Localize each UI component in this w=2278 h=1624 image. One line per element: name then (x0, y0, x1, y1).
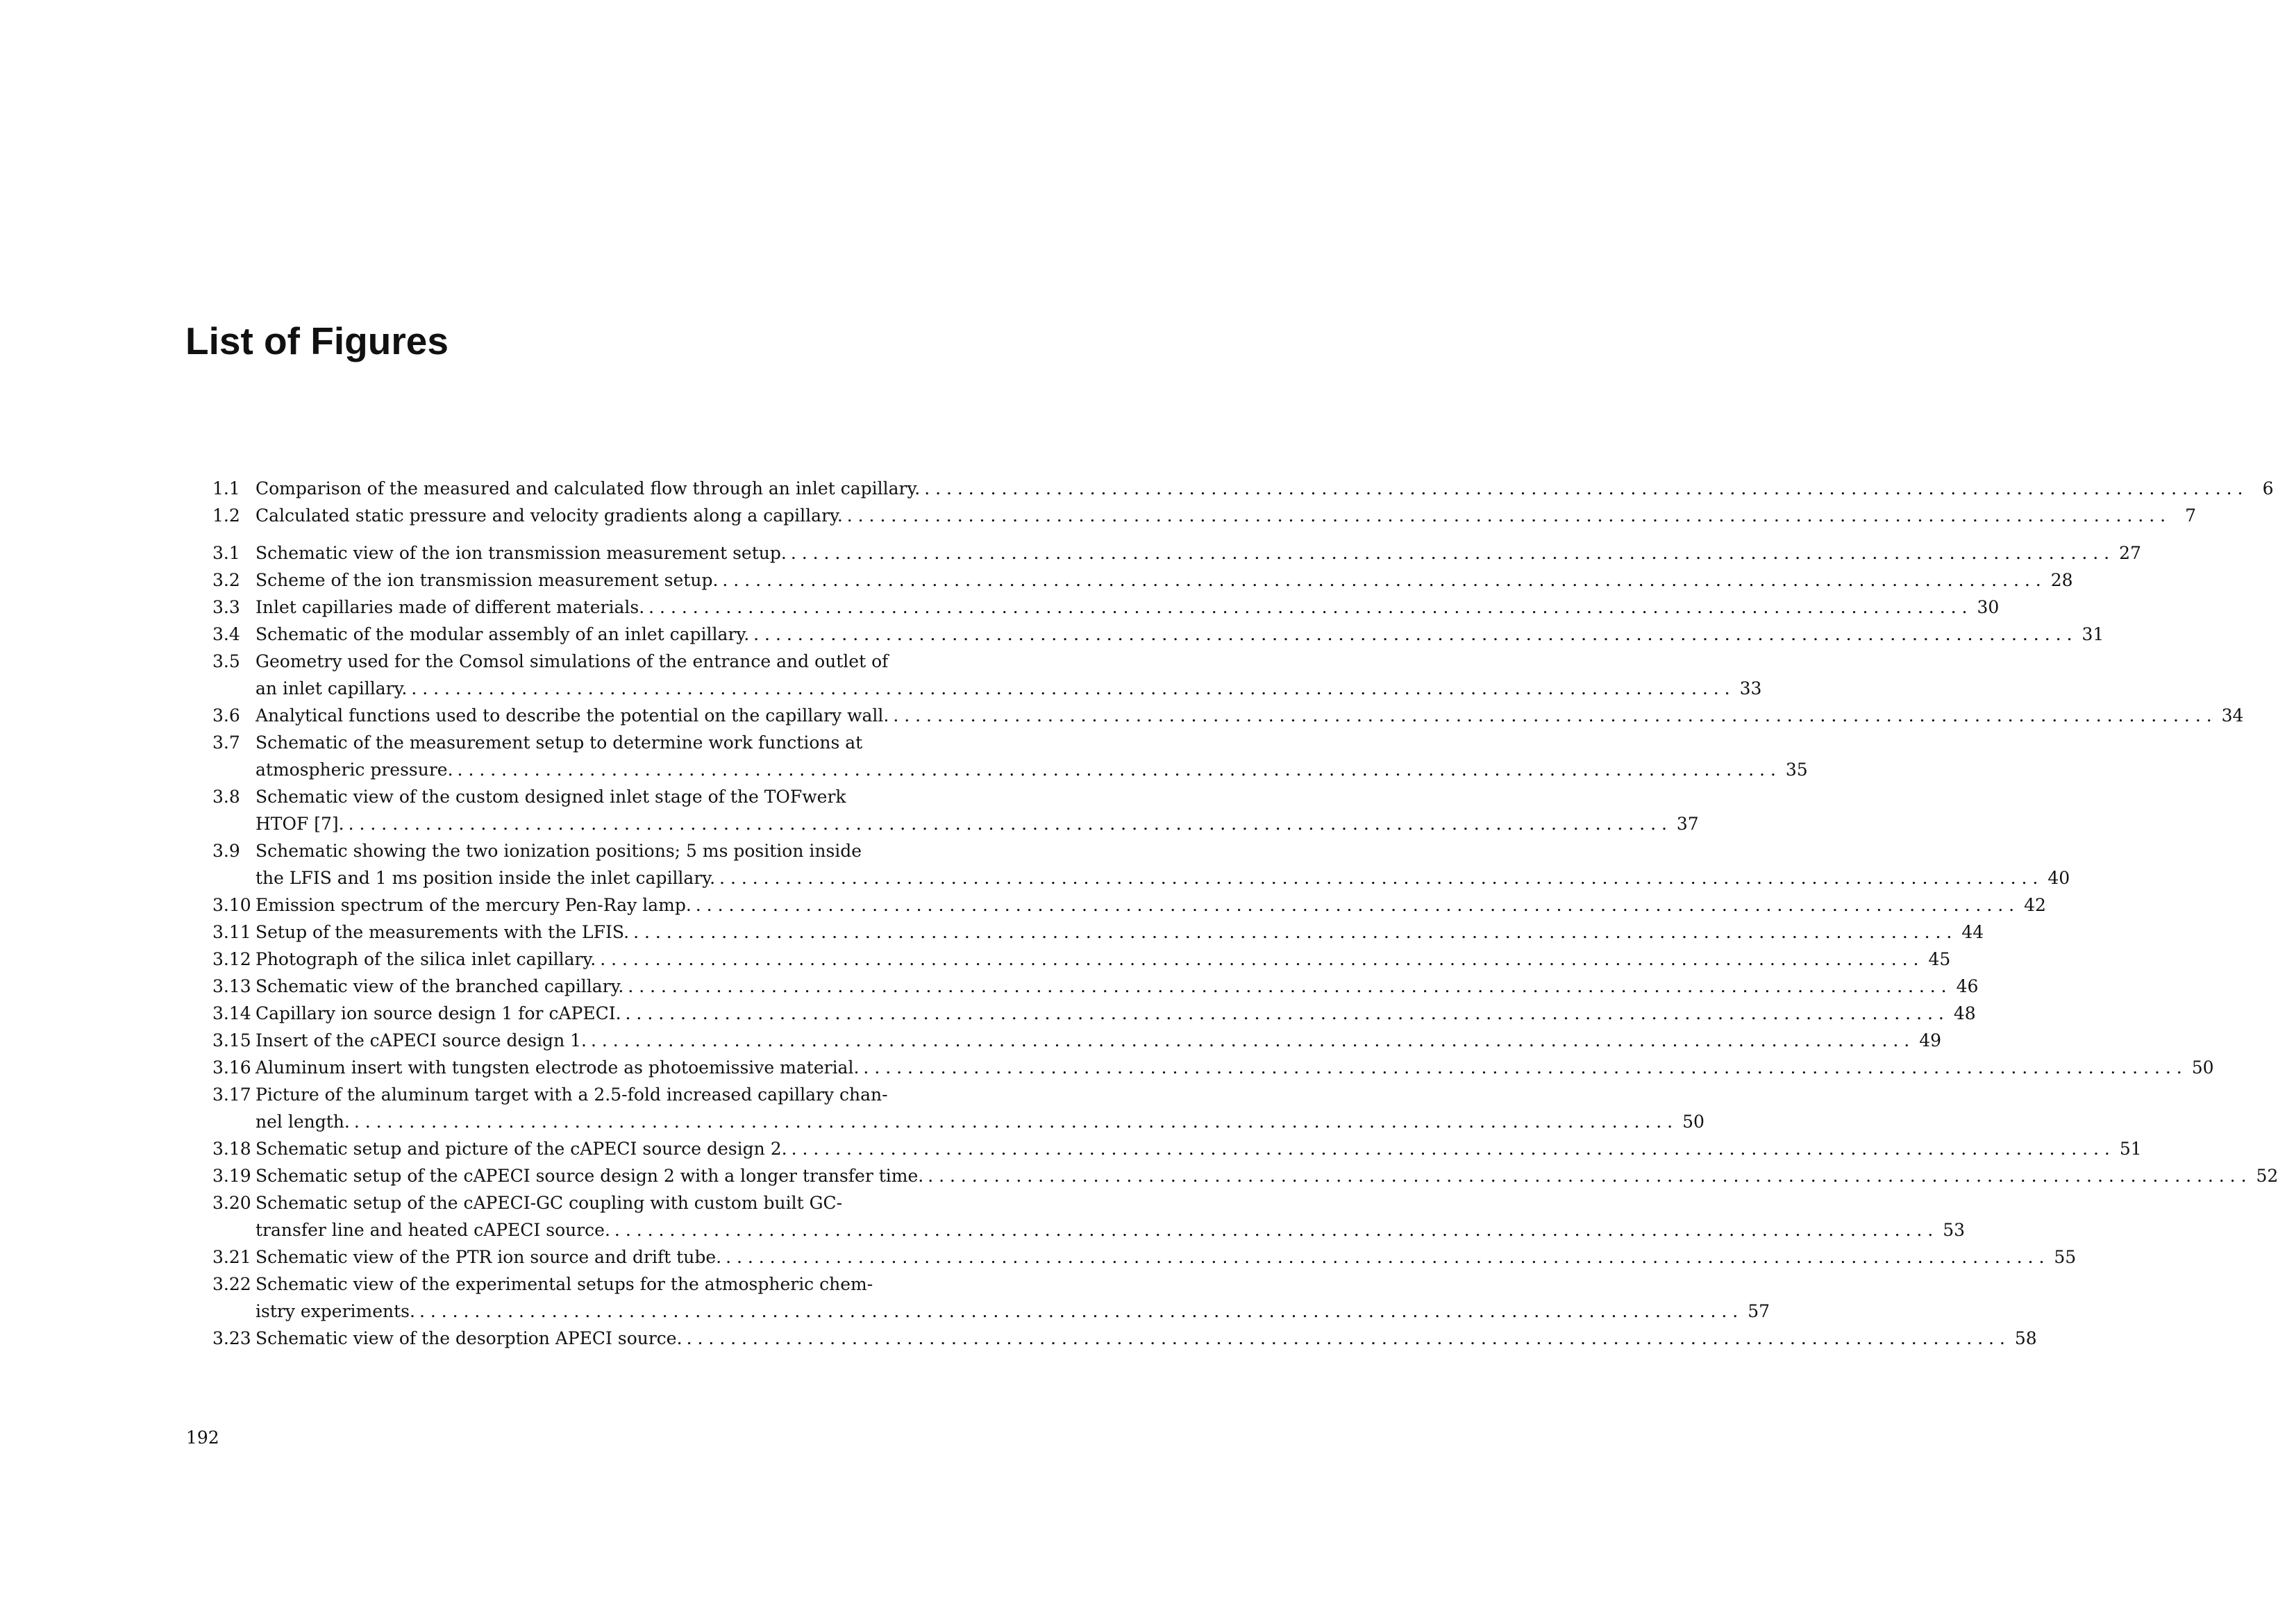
figure-page-number: 34 (2221, 705, 2244, 726)
figure-entry[interactable] (208, 837, 2070, 891)
figure-group (208, 475, 2274, 529)
figure-page-number: 6 (2262, 478, 2274, 499)
figure-number: 3.14 (212, 1003, 251, 1023)
dot-leader: . . . . . . . . . . . . . . . . . . . . . . . . . . . . . . . . . . . . . . . . . . . . . . . . . . . . . . . . . . . . . . . . . . . . . . . . . . . . . . . . . . . . . . . . . . . . . . . . . . . . . . . . . . . . . . . . . . . . . . . . (863, 1057, 2182, 1078)
figure-number: 1.1 (212, 478, 240, 499)
dot-leader: . . . . . . . . . . . . . . . . . . . . . . . . . . . . . . . . . . . . . . . . . . . . . . . . . . . . . . . . . . . . . . . . . . . . . . . . . . . . . . . . . . . . . . . . . . . . . . . . . . . . . . . . . . . . . . . . . . . . . . . . (600, 949, 1919, 969)
figure-entry[interactable] (208, 729, 1808, 783)
figure-caption-line: Analytical functions used to describe the potential on the capillary wall. (256, 705, 889, 726)
figure-caption-line: nel length. (256, 1112, 350, 1132)
figure-number: 3.17 (212, 1085, 251, 1105)
figure-caption-line: Schematic setup of the cAPECI source design 2 with a longer transfer time. (256, 1166, 924, 1186)
figure-entry[interactable] (208, 702, 2244, 729)
figure-caption-line: Schematic view of the branched capillary. (256, 976, 624, 996)
dot-leader: . . . . . . . . . . . . . . . . . . . . . . . . . . . . . . . . . . . . . . . . . . . . . . . . . . . . . . . . . . . . . . . . . . . . . . . . . . . . . . . . . . . . . . . . . . . . . . . . . . . . . . . . . . . . . . . . . . . . . . . . (791, 1139, 2110, 1159)
figure-page-number: 30 (1977, 597, 2000, 617)
dot-leader: . . . . . . . . . . . . . . . . . . . . . . . . . . . . . . . . . . . . . . . . . . . . . . . . . . . . . . . . . . . . . . . . . . . . . . . . . . . . . . . . . . . . . . . . . . . . . . . . . . . . . . . . . . . . . . . . . . . . . . . . (686, 1328, 2005, 1348)
figure-number: 3.22 (212, 1274, 251, 1294)
figure-entry[interactable] (208, 946, 1951, 973)
figure-page-number: 58 (2014, 1328, 2037, 1348)
figure-page-number: 44 (1961, 922, 1984, 942)
dot-leader: . . . . . . . . . . . . . . . . . . . . . . . . . . . . . . . . . . . . . . . . . . . . . . . . . . . . . . . . . . . . . . . . . . . . . . . . . . . . . . . . . . . . . . . . . . . . . . . . . . . . . . . . . . . . . . . . . . . . . . . . (625, 1003, 1944, 1023)
figure-caption-line: Schematic view of the desorption APECI source. (256, 1328, 682, 1348)
dot-leader: . . . . . . . . . . . . . . . . . . . . . . . . . . . . . . . . . . . . . . . . . . . . . . . . . . . . . . . . . . . . . . . . . . . . . . . . . . . . . . . . . . . . . . . . . . . . . . . . . . . . . . . . . . . . . . . . . . . . . . . . (614, 1220, 1934, 1240)
dot-leader: . . . . . . . . . . . . . . . . . . . . . . . . . . . . . . . . . . . . . . . . . . . . . . . . . . . . . . . . . . . . . . . . . . . . . . . . . . . . . . . . . . . . . . . . . . . . . . . . . . . . . . . . . . . . . . . . . . . . . . . . (353, 1112, 1673, 1132)
figure-page-number: 53 (1943, 1220, 1966, 1240)
figure-number: 3.9 (212, 841, 240, 861)
figure-number: 3.12 (212, 949, 251, 969)
figure-page-number: 28 (2050, 570, 2073, 590)
figure-caption-line: Geometry used for the Comsol simulations of the entrance and outlet of (256, 651, 889, 671)
dot-leader: . . . . . . . . . . . . . . . . . . . . . . . . . . . . . . . . . . . . . . . . . . . . . . . . . . . . . . . . . . . . . . . . . . . . . . . . . . . . . . . . . . . . . . . . . . . . . . . . . . . . . . . . . . . . . . . . . . . . . . . . (695, 895, 2015, 915)
figure-caption-line: Picture of the aluminum target with a 2.5-fold increased capillary chan- (256, 1085, 888, 1105)
figure-caption-line: Emission spectrum of the mercury Pen-Ray lamp. (256, 895, 692, 915)
figure-caption-line: Scheme of the ion transmission measurement setup. (256, 570, 719, 590)
figure-page-number: 27 (2119, 543, 2141, 563)
figure-number: 3.6 (212, 705, 240, 726)
figure-caption-line: HTOF [7]. (256, 814, 344, 834)
figure-caption-line: Aluminum insert with tungsten electrode as photoemissive material. (256, 1057, 860, 1078)
figure-page-number: 50 (2191, 1057, 2214, 1078)
figure-page-number: 57 (1748, 1301, 1770, 1321)
figure-page-number: 51 (2119, 1139, 2142, 1159)
dot-leader: . . . . . . . . . . . . . . . . . . . . . . . . . . . . . . . . . . . . . . . . . . . . . . . . . . . . . . . . . . . . . . . . . . . . . . . . . . . . . . . . . . . . . . . . . . . . . . . . . . . . . . . . . . . . . . . . . . . . . . . . (719, 868, 2038, 888)
figure-number: 3.8 (212, 787, 240, 807)
figure-entry[interactable] (208, 783, 1699, 837)
figure-caption-line: Schematic view of the PTR ion source and drift tube. (256, 1247, 722, 1267)
figure-number: 1.2 (212, 505, 240, 526)
figure-page-number: 40 (2047, 868, 2070, 888)
figure-entry[interactable] (208, 1244, 2077, 1271)
figure-entry[interactable] (208, 502, 2197, 529)
figure-page-number: 42 (2024, 895, 2046, 915)
dot-leader: . . . . . . . . . . . . . . . . . . . . . . . . . . . . . . . . . . . . . . . . . . . . . . . . . . . . . . . . . . . . . . . . . . . . . . . . . . . . . . . . . . . . . . . . . . . . . . . . . . . . . . . . . . . . . . . . . . . . . . . . (648, 597, 1968, 617)
dot-leader: . . . . . . . . . . . . . . . . . . . . . . . . . . . . . . . . . . . . . . . . . . . . . . . . . . . . . . . . . . . . . . . . . . . . . . . . . . . . . . . . . . . . . . . . . . . . . . . . . . . . . . . . . . . . . . . . . . . . . . . . (419, 1301, 1739, 1321)
figure-caption-line: an inlet capillary. (256, 678, 408, 698)
figure-caption-line: Capillary ion source design 1 for cAPECI. (256, 1003, 621, 1023)
figure-caption-line: Photograph of the silica inlet capillary. (256, 949, 596, 969)
figure-caption-line: Schematic view of the experimental setups for the atmospheric chem- (256, 1274, 873, 1294)
figure-caption-line: Schematic setup and picture of the cAPECI source design 2. (256, 1139, 787, 1159)
figure-number: 3.1 (212, 543, 240, 563)
figure-page-number: 46 (1956, 976, 1979, 996)
figure-number: 3.23 (212, 1328, 251, 1348)
figure-caption-line: Setup of the measurements with the LFIS. (256, 922, 630, 942)
figure-entry[interactable] (208, 1135, 2142, 1162)
figure-entry[interactable] (208, 567, 2073, 594)
figure-number: 3.16 (212, 1057, 251, 1078)
figure-entry[interactable] (208, 648, 1762, 702)
figure-entry[interactable] (208, 475, 2274, 502)
figure-entry[interactable] (208, 1027, 1942, 1054)
figure-entry[interactable] (208, 1189, 1966, 1244)
figure-page-number: 49 (1919, 1030, 1942, 1050)
figure-entry[interactable] (208, 539, 2141, 567)
figure-caption-line: atmospheric pressure. (256, 760, 453, 780)
figure-number: 3.4 (212, 624, 240, 644)
dot-leader: . . . . . . . . . . . . . . . . . . . . . . . . . . . . . . . . . . . . . . . . . . . . . . . . . . . . . . . . . . . . . . . . . . . . . . . . . . . . . . . . . . . . . . . . . . . . . . . . . . . . . . . . . . . . . . . . . . . . . . . . (628, 976, 1947, 996)
figure-number: 3.5 (212, 651, 240, 671)
dot-leader: . . . . . . . . . . . . . . . . . . . . . . . . . . . . . . . . . . . . . . . . . . . . . . . . . . . . . . . . . . . . . . . . . . . . . . . . . . . . . . . . . . . . . . . . . . . . . . . . . . . . . . . . . . . . . . . . . . . . . . . . (893, 705, 2212, 726)
figure-caption-line: Schematic view of the custom designed inlet stage of the TOFwerk (256, 787, 846, 807)
dot-leader: . . . . . . . . . . . . . . . . . . . . . . . . . . . . . . . . . . . . . . . . . . . . . . . . . . . . . . . . . . . . . . . . . . . . . . . . . . . . . . . . . . . . . . . . . . . . . . . . . . . . . . . . . . . . . . . . . . . . . . . . (411, 678, 1730, 698)
dot-leader: . . . . . . . . . . . . . . . . . . . . . . . . . . . . . . . . . . . . . . . . . . . . . . . . . . . . . . . . . . . . . . . . . . . . . . . . . . . . . . . . . . . . . . . . . . . . . . . . . . . . . . . . . . . . . . . . . . . . . . . . (457, 760, 1776, 780)
figure-number: 3.10 (212, 895, 251, 915)
figure-entry[interactable] (208, 919, 1984, 946)
figure-page-number: 31 (2082, 624, 2104, 644)
dot-leader: . . . . . . . . . . . . . . . . . . . . . . . . . . . . . . . . . . . . . . . . . . . . . . . . . . . . . . . . . . . . . . . . . . . . . . . . . . . . . . . . . . . . . . . . . . . . . . . . . . . . . . . . . . . . . . . . . . . . . . . . (726, 1247, 2045, 1267)
figure-page-number: 50 (1682, 1112, 1705, 1132)
dot-leader: . . . . . . . . . . . . . . . . . . . . . . . . . . . . . . . . . . . . . . . . . . . . . . . . . . . . . . . . . . . . . . . . . . . . . . . . . . . . . . . . . . . . . . . . . . . . . . . . . . . . . . . . . . . . . . . . . . . . . . . . (924, 478, 2243, 499)
figure-group (208, 539, 2278, 1352)
figure-number: 3.13 (212, 976, 251, 996)
dot-leader: . . . . . . . . . . . . . . . . . . . . . . . . . . . . . . . . . . . . . . . . . . . . . . . . . . . . . . . . . . . . . . . . . . . . . . . . . . . . . . . . . . . . . . . . . . . . . . . . . . . . . . . . . . . . . . . . . . . . . . . . (590, 1030, 1910, 1050)
figure-page-number: 45 (1928, 949, 1951, 969)
figure-entry[interactable] (208, 1162, 2278, 1189)
figure-number: 3.15 (212, 1030, 251, 1050)
figure-caption-line: Inlet capillaries made of different materials. (256, 597, 645, 617)
figure-entry[interactable] (208, 1081, 1705, 1135)
figure-caption-line: Schematic view of the ion transmission measurement setup. (256, 543, 787, 563)
figure-caption-line: Schematic of the modular assembly of an inlet capillary. (256, 624, 750, 644)
figure-caption-line: istry experiments. (256, 1301, 415, 1321)
figure-page-number: 37 (1676, 814, 1699, 834)
figure-number: 3.3 (212, 597, 240, 617)
figure-number: 3.7 (212, 733, 240, 753)
figure-caption-line: transfer line and heated cAPECI source. (256, 1220, 610, 1240)
figure-number: 3.18 (212, 1139, 251, 1159)
dot-leader: . . . . . . . . . . . . . . . . . . . . . . . . . . . . . . . . . . . . . . . . . . . . . . . . . . . . . . . . . . . . . . . . . . . . . . . . . . . . . . . . . . . . . . . . . . . . . . . . . . . . . . . . . . . . . . . . . . . . . . . . (790, 543, 2110, 563)
page-title: List of Figures (185, 319, 449, 362)
figure-caption-line: Schematic of the measurement setup to determine work functions at (256, 733, 863, 753)
figure-number: 3.21 (212, 1247, 251, 1267)
figure-entry[interactable] (208, 594, 2000, 621)
dot-leader: . . . . . . . . . . . . . . . . . . . . . . . . . . . . . . . . . . . . . . . . . . . . . . . . . . . . . . . . . . . . . . . . . . . . . . . . . . . . . . . . . . . . . . . . . . . . . . . . . . . . . . . . . . . . . . . . . . . . . . . . (633, 922, 1952, 942)
figure-caption-line: Calculated static pressure and velocity gradients along a capillary. (256, 505, 843, 526)
dot-leader: . . . . . . . . . . . . . . . . . . . . . . . . . . . . . . . . . . . . . . . . . . . . . . . . . . . . . . . . . . . . . . . . . . . . . . . . . . . . . . . . . . . . . . . . . . . . . . . . . . . . . . . . . . . . . . . . . . . . . . . . (753, 624, 2072, 644)
figure-number: 3.2 (212, 570, 240, 590)
figure-page-number: 55 (2054, 1247, 2077, 1267)
figure-caption-line: Schematic showing the two ionization positions; 5 ms position inside (256, 841, 862, 861)
figure-entry[interactable] (208, 973, 1979, 1000)
figure-entry[interactable] (208, 1000, 1976, 1027)
figure-caption-line: Comparison of the measured and calculated flow through an inlet capillary. (256, 478, 921, 499)
figure-page-number: 48 (1953, 1003, 1976, 1023)
figure-entry[interactable] (208, 1271, 1770, 1325)
page-number: 192 (186, 1428, 219, 1448)
figure-page-number: 35 (1785, 760, 1808, 780)
dot-leader: . . . . . . . . . . . . . . . . . . . . . . . . . . . . . . . . . . . . . . . . . . . . . . . . . . . . . . . . . . . . . . . . . . . . . . . . . . . . . . . . . . . . . . . . . . . . . . . . . . . . . . . . . . . . . . . . . . . . . . . . (846, 505, 2166, 526)
figure-page-number: 52 (2256, 1166, 2278, 1186)
figure-entry[interactable] (208, 1325, 2037, 1352)
dot-leader: . . . . . . . . . . . . . . . . . . . . . . . . . . . . . . . . . . . . . . . . . . . . . . . . . . . . . . . . . . . . . . . . . . . . . . . . . . . . . . . . . . . . . . . . . . . . . . . . . . . . . . . . . . . . . . . . . . . . . . . . (722, 570, 2041, 590)
dot-leader: . . . . . . . . . . . . . . . . . . . . . . . . . . . . . . . . . . . . . . . . . . . . . . . . . . . . . . . . . . . . . . . . . . . . . . . . . . . . . . . . . . . . . . . . . . . . . . . . . . . . . . . . . . . . . . . . . . . . . . . . (928, 1166, 2247, 1186)
figure-entry[interactable] (208, 1054, 2214, 1081)
figure-number: 3.20 (212, 1193, 251, 1213)
figure-caption-line: the LFIS and 1 ms position inside the inlet capillary. (256, 868, 716, 888)
figure-number: 3.19 (212, 1166, 251, 1186)
dot-leader: . . . . . . . . . . . . . . . . . . . . . . . . . . . . . . . . . . . . . . . . . . . . . . . . . . . . . . . . . . . . . . . . . . . . . . . . . . . . . . . . . . . . . . . . . . . . . . . . . . . . . . . . . . . . . . . . . . . . . . . . (348, 814, 1667, 834)
figure-page-number: 7 (2185, 505, 2197, 526)
figure-page-number: 33 (1739, 678, 1762, 698)
figure-entry[interactable] (208, 891, 2046, 919)
figure-entry[interactable] (208, 621, 2104, 648)
figure-number: 3.11 (212, 922, 251, 942)
figure-caption-line: Schematic setup of the cAPECI-GC coupling with custom built GC- (256, 1193, 843, 1213)
list-of-figures (208, 475, 2278, 1352)
figure-caption-line: Insert of the cAPECI source design 1. (256, 1030, 587, 1050)
